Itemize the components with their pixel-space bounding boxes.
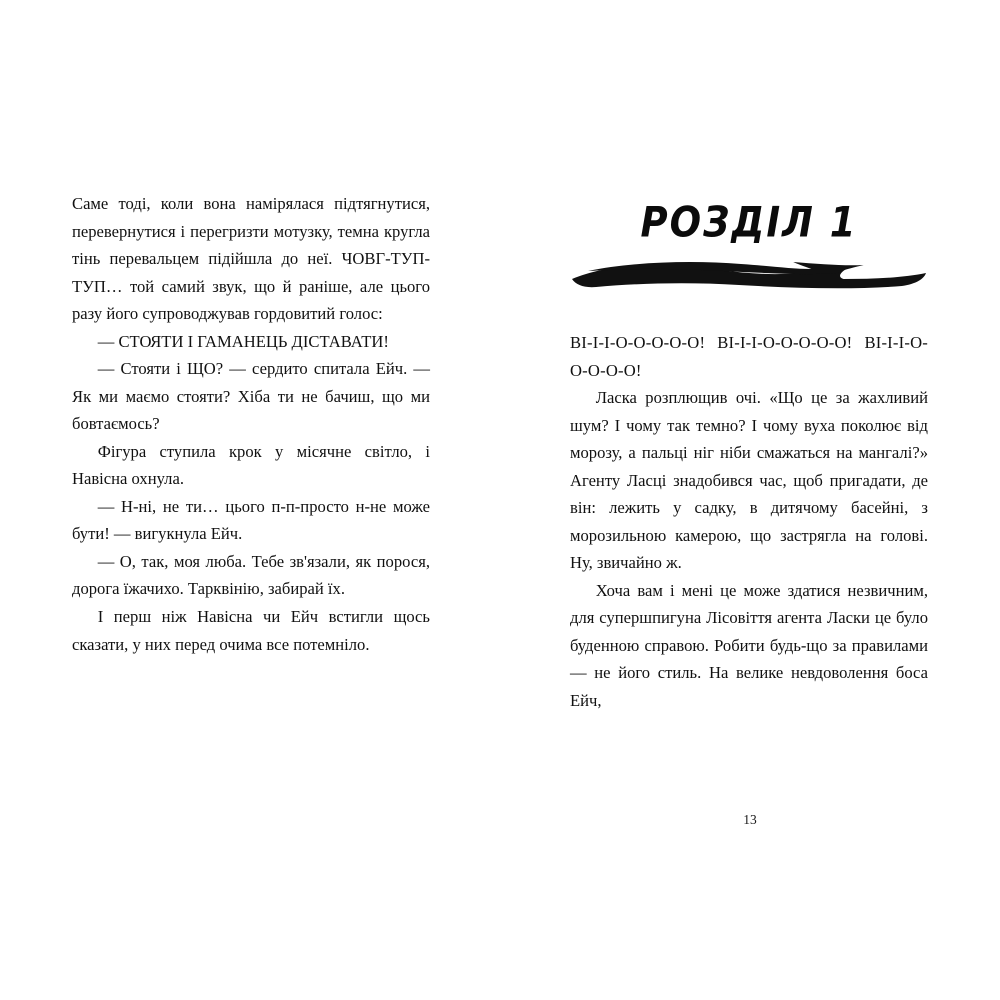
shout-line: ВІ-І-І-О-О-О-О-О! ВІ-І-І-О-О-О-О-О! ВІ-І-І-О-О-О-О-О!	[570, 333, 928, 380]
paragraph: — О, так, моя люба. Тебе зв'язали, як порося, дорога їжачихо. Тарквінію, забирай їх.	[72, 551, 430, 599]
paragraph: — СТОЯТИ І ГАМАНЕЦЬ ДІСТАВАТИ!	[97, 331, 389, 351]
paragraph: Ласка розплющив очі. «Що це за жахливий шум? І чому так темно? І чому вуха поколює від морозу, а пальці ніг ніби смажаться на мангалі?» Агенту Ласці знадобився час, щоб пригадати, де він: лежить у садку, в дитячому басейні, з морозильною камерою, що застрягла на голові. Ну, звичайно ж.	[570, 388, 928, 573]
paragraph: І перш ніж Навісна чи Ейч встигли щось сказати, у них перед очима все потемніло.	[72, 606, 430, 654]
paragraph: — Стояти і ЩО? — сердито спитала Ейч. — Як ми маємо стояти? Хіба ти не бачиш, що ми бовтаємось?	[72, 359, 430, 434]
paragraph: — Н-ні, не ти… цього п-п-просто н-не може бути! — вигукнула Ейч.	[72, 496, 430, 544]
paragraph: Хоча вам і мені це може здатися незвичним, для супершпигуна Лісовіття агента Ласки це було буденною справою. Робити будь-що за правилами — не його стиль. На велике невдоволення боса Ейч,	[570, 580, 928, 710]
brush-stroke-icon	[570, 257, 928, 291]
paragraph: Саме тоді, коли вона намірялася підтягнутися, перевернутися і перегризти мотузку, темна кругла тінь перевальцем підійшла до неї. ЧОВГ-ТУП-ТУП… той самий звук, що й раніше, але цього разу його супроводжував гордовитий голос:	[72, 194, 430, 324]
left-page-text	[72, 190, 430, 658]
chapter-heading-block	[570, 175, 928, 305]
page-number: 13	[743, 812, 757, 827]
right-page	[500, 0, 1000, 1000]
chapter-title: РОЗДІЛ 1	[640, 198, 858, 247]
right-page-text	[570, 329, 928, 714]
paragraph: Фігура ступила крок у місячне світло, і Навісна охнула.	[72, 441, 430, 489]
